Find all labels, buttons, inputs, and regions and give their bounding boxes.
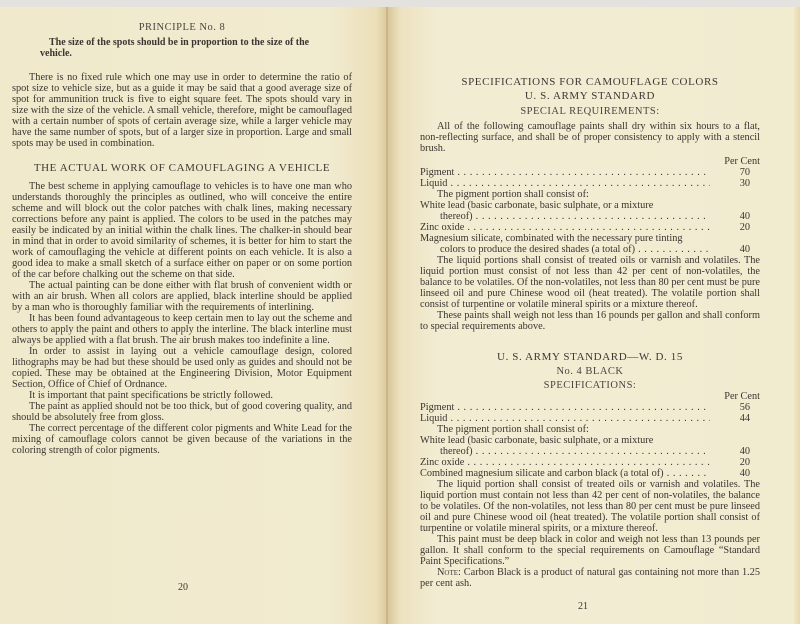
body-paragraph: It has been found advantageous to keep certain men to lay out the scheme and others to apply the paint and others to apply the interline. The black interline must always be applied with a flat brush. The air brush makes too indefinite a line.: [12, 313, 352, 346]
body-paragraph: The best scheme in applying camouflage to vehicles is to have one man who understands thoroughly the principles as outlined, who will conceive the entire scheme and will block out the color patches with chalk lines, making necessary corrections before any paint is applied. The colors to be used in the patches may easily be indicated by an initial within the chalk lines. The chalker-in should bear in mind that in order to avoid similarity of schemes, it is better for him to start the work of camouflaging the vehicle at different points on each vehicle. It is also a good idea to make a small sketch of a surface either on paper or on some portion of the car before chalking out the scheme on that side.: [12, 181, 352, 280]
per-cent-header-2: Per Cent: [724, 391, 760, 402]
spec2-row-liquid: Liquid . . . 44: [420, 413, 760, 424]
liquid-paragraph: The liquid portions shall consist of treated oils or varnish and volatiles. The liquid portion must consist of not less than 42 per cent of non-volatiles, the balance to be volatiles. Of the non-volatiles, not less than 80 per cent must be pure linseed oil and pure Chinese wood oil (heat treated). The volatile portion shall consist of turpentine or volatile mineral spirits or a mixture thereof.: [420, 255, 760, 310]
spec-title-line2: U. S. ARMY STANDARD: [524, 90, 656, 102]
body-paragraph: The paint as applied should not be too thick, but of good covering quality, and should be absolutely free from gloss.: [12, 401, 352, 423]
book-spread: [0, 7, 800, 624]
weight-paragraph: These paints shall weigh not less than 16 pounds per gallon and shall conform to special requirements above.: [420, 310, 760, 332]
black-title: No. 4 BLACK: [556, 366, 624, 377]
spec-row-white-lead-2: thereof) . . . 40: [420, 211, 760, 222]
principle-statement: The size of the spots should be in proportion to the size of the vehicle.: [40, 37, 310, 59]
black-paragraph: This paint must be deep black in color and weigh not less than 13 pounds per gallon. It shall conform to the special requirements on Camouflage “Standard Paint Specifications.”: [420, 534, 760, 567]
per-cent-header: Per Cent: [724, 156, 760, 167]
spec-row-pigment: Pigment . . . 70: [420, 167, 760, 178]
spec2-row-white-lead-1: White lead (basic carbonate, basic sulphate, or a mixture: [420, 435, 654, 446]
note-paragraph: [420, 567, 760, 589]
spec-row-magnesium-1: Magnesium silicate, combinated with the necessary pure tinting: [420, 233, 683, 244]
spec-row-liquid: Liquid . . . 30: [420, 178, 760, 189]
special-requirements-heading: SPECIAL REQUIREMENTS:: [520, 106, 660, 117]
spec-title-line1: SPECIFICATIONS FOR CAMOUFLAGE COLORS: [461, 76, 719, 88]
specifications-heading: SPECIFICATIONS:: [543, 380, 637, 391]
right-page-content: [420, 77, 760, 589]
section-title: THE ACTUAL WORK OF CAMOUFLAGING A VEHICLE: [33, 162, 331, 174]
spec2-row-combined: Combined magnesium silicate and carbon black (a total of) . . . 40: [420, 468, 760, 479]
note-label: Note:: [437, 567, 461, 578]
intro-paragraph: All of the following camouflage paints shall dry within six hours to a flat, non-reflecting surface, and shall be of proper consistency to apply with a stencil brush.: [420, 121, 760, 154]
spec-row-zinc-oxide: Zinc oxide . . . 20: [420, 222, 760, 233]
liquid-paragraph-2: The liquid portion shall consist of treated oils or varnish and volatiles. The liquid portion must contain not less than 42 per cent of non-volatiles, the balance to be volatiles. Of the non-volatiles, not less than 80 per cent must be pure linseed oil and pure Chinese wood oil (heat treated). The volatile portion shall consist of turpentine or volatile mineral spirits, or a mixture thereof.: [420, 479, 760, 534]
left-page-content: [12, 22, 352, 456]
body-paragraph: The actual painting can be done either with flat brush of convenient width or with an air brush. When all colors are applied, black interline should be applied by a man who is thoroughly familiar with the requirements of interlining.: [12, 280, 352, 313]
principle-title: PRINCIPLE No. 8: [138, 22, 226, 33]
body-paragraph: In order to assist in laying out a vehicle camouflage design, colored lithographs may be had but these should be used only as guides and should not be copied. These may be obtained at the Engineering Division, Motor Equipment Section, Office of Chief of Ordnance.: [12, 346, 352, 390]
spec2-row-white-lead-2: thereof) . . . 40: [420, 446, 760, 457]
pigment-consist-label: The pigment portion shall consist of:: [437, 189, 589, 200]
body-paragraph: It is important that paint specifications be strictly followed.: [29, 390, 273, 401]
spec-row-white-lead-1: White lead (basic carbonate, basic sulphate, or a mixture: [420, 200, 654, 211]
left-page: [0, 7, 388, 624]
right-page: [388, 7, 800, 624]
principle-paragraph: There is no fixed rule which one may use in order to determine the ratio of spot size to vehicle size, but as a guide it may be said that a good average size of spot for ammunition truck is five to eight square feet. The spots should vary in size with the size of the vehicle. A small vehicle, therefore, might be camouflaged with a certain number of spots of certain average size, while a larger vehicle may have the same number of spots, but of a larger size in proportion. Large and small spots may be used in combination.: [12, 72, 352, 149]
spec2-row-pigment: Pigment . . . 56: [420, 402, 760, 413]
pigment-consist-label-2: The pigment portion shall consist of:: [437, 424, 589, 435]
body-paragraph: The correct percentage of the different color pigments and White Lead for the mixing of camouflage colors cannot be given because of the variations in the coloring strength of color pigments.: [12, 423, 352, 456]
spec-row-magnesium-2: colors to produce the desired shades (a total of) . . . 40: [420, 244, 760, 255]
note-text: Carbon Black is a product of natural gas containing not more than 1.25 per cent ash.: [420, 567, 760, 589]
page-number-left: 20: [178, 582, 188, 593]
page-number-right: 21: [578, 601, 588, 612]
page-edge: [794, 7, 800, 624]
standard-title: U. S. ARMY STANDARD—W. D. 15: [497, 351, 683, 363]
spec2-row-zinc-oxide: Zinc oxide . . . 20: [420, 457, 760, 468]
